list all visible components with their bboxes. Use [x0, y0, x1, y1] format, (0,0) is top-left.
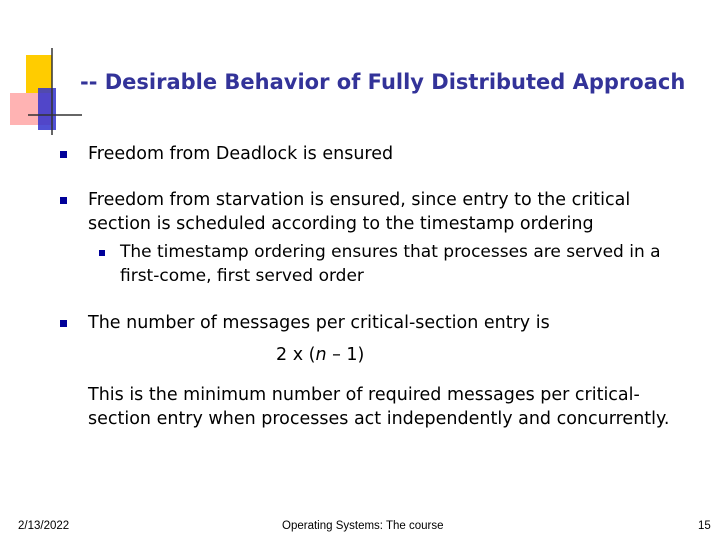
footer-page-number: 15: [698, 520, 711, 532]
note-line-1: This is the minimum number of required messages per critical-: [88, 385, 640, 405]
sub-bullet-line-2: first-come, first served order: [120, 266, 364, 286]
formula-variable: n: [315, 345, 327, 365]
footer-date: 2/13/2022: [18, 520, 70, 532]
sub-bullet-line-1: The timestamp ordering ensures that processes are served in a: [120, 242, 661, 262]
bullet-square-icon: [60, 197, 67, 204]
bullet-2-line-1: Freedom from starvation is ensured, since entry to the critical: [88, 190, 631, 210]
message-count-formula: [276, 345, 364, 365]
bullet-square-icon: [60, 151, 67, 158]
bullet-2-line-2: section is scheduled according to the timestamp ordering: [88, 214, 594, 234]
bullet-square-icon: [60, 320, 67, 327]
note-line-2: section entry when processes act independently and concurrently.: [88, 409, 670, 429]
slide-title: -- Desirable Behavior of Fully Distributed Approach: [80, 70, 686, 94]
bullet-1-text: Freedom from Deadlock is ensured: [88, 144, 394, 164]
formula-suffix: – 1): [326, 345, 365, 365]
bullet-3-text: The number of messages per critical-section entry is: [88, 313, 550, 333]
footer-course: Operating Systems: The course: [282, 520, 444, 532]
sub-bullet-square-icon: [99, 250, 105, 256]
formula-prefix: 2 x (: [276, 345, 316, 365]
